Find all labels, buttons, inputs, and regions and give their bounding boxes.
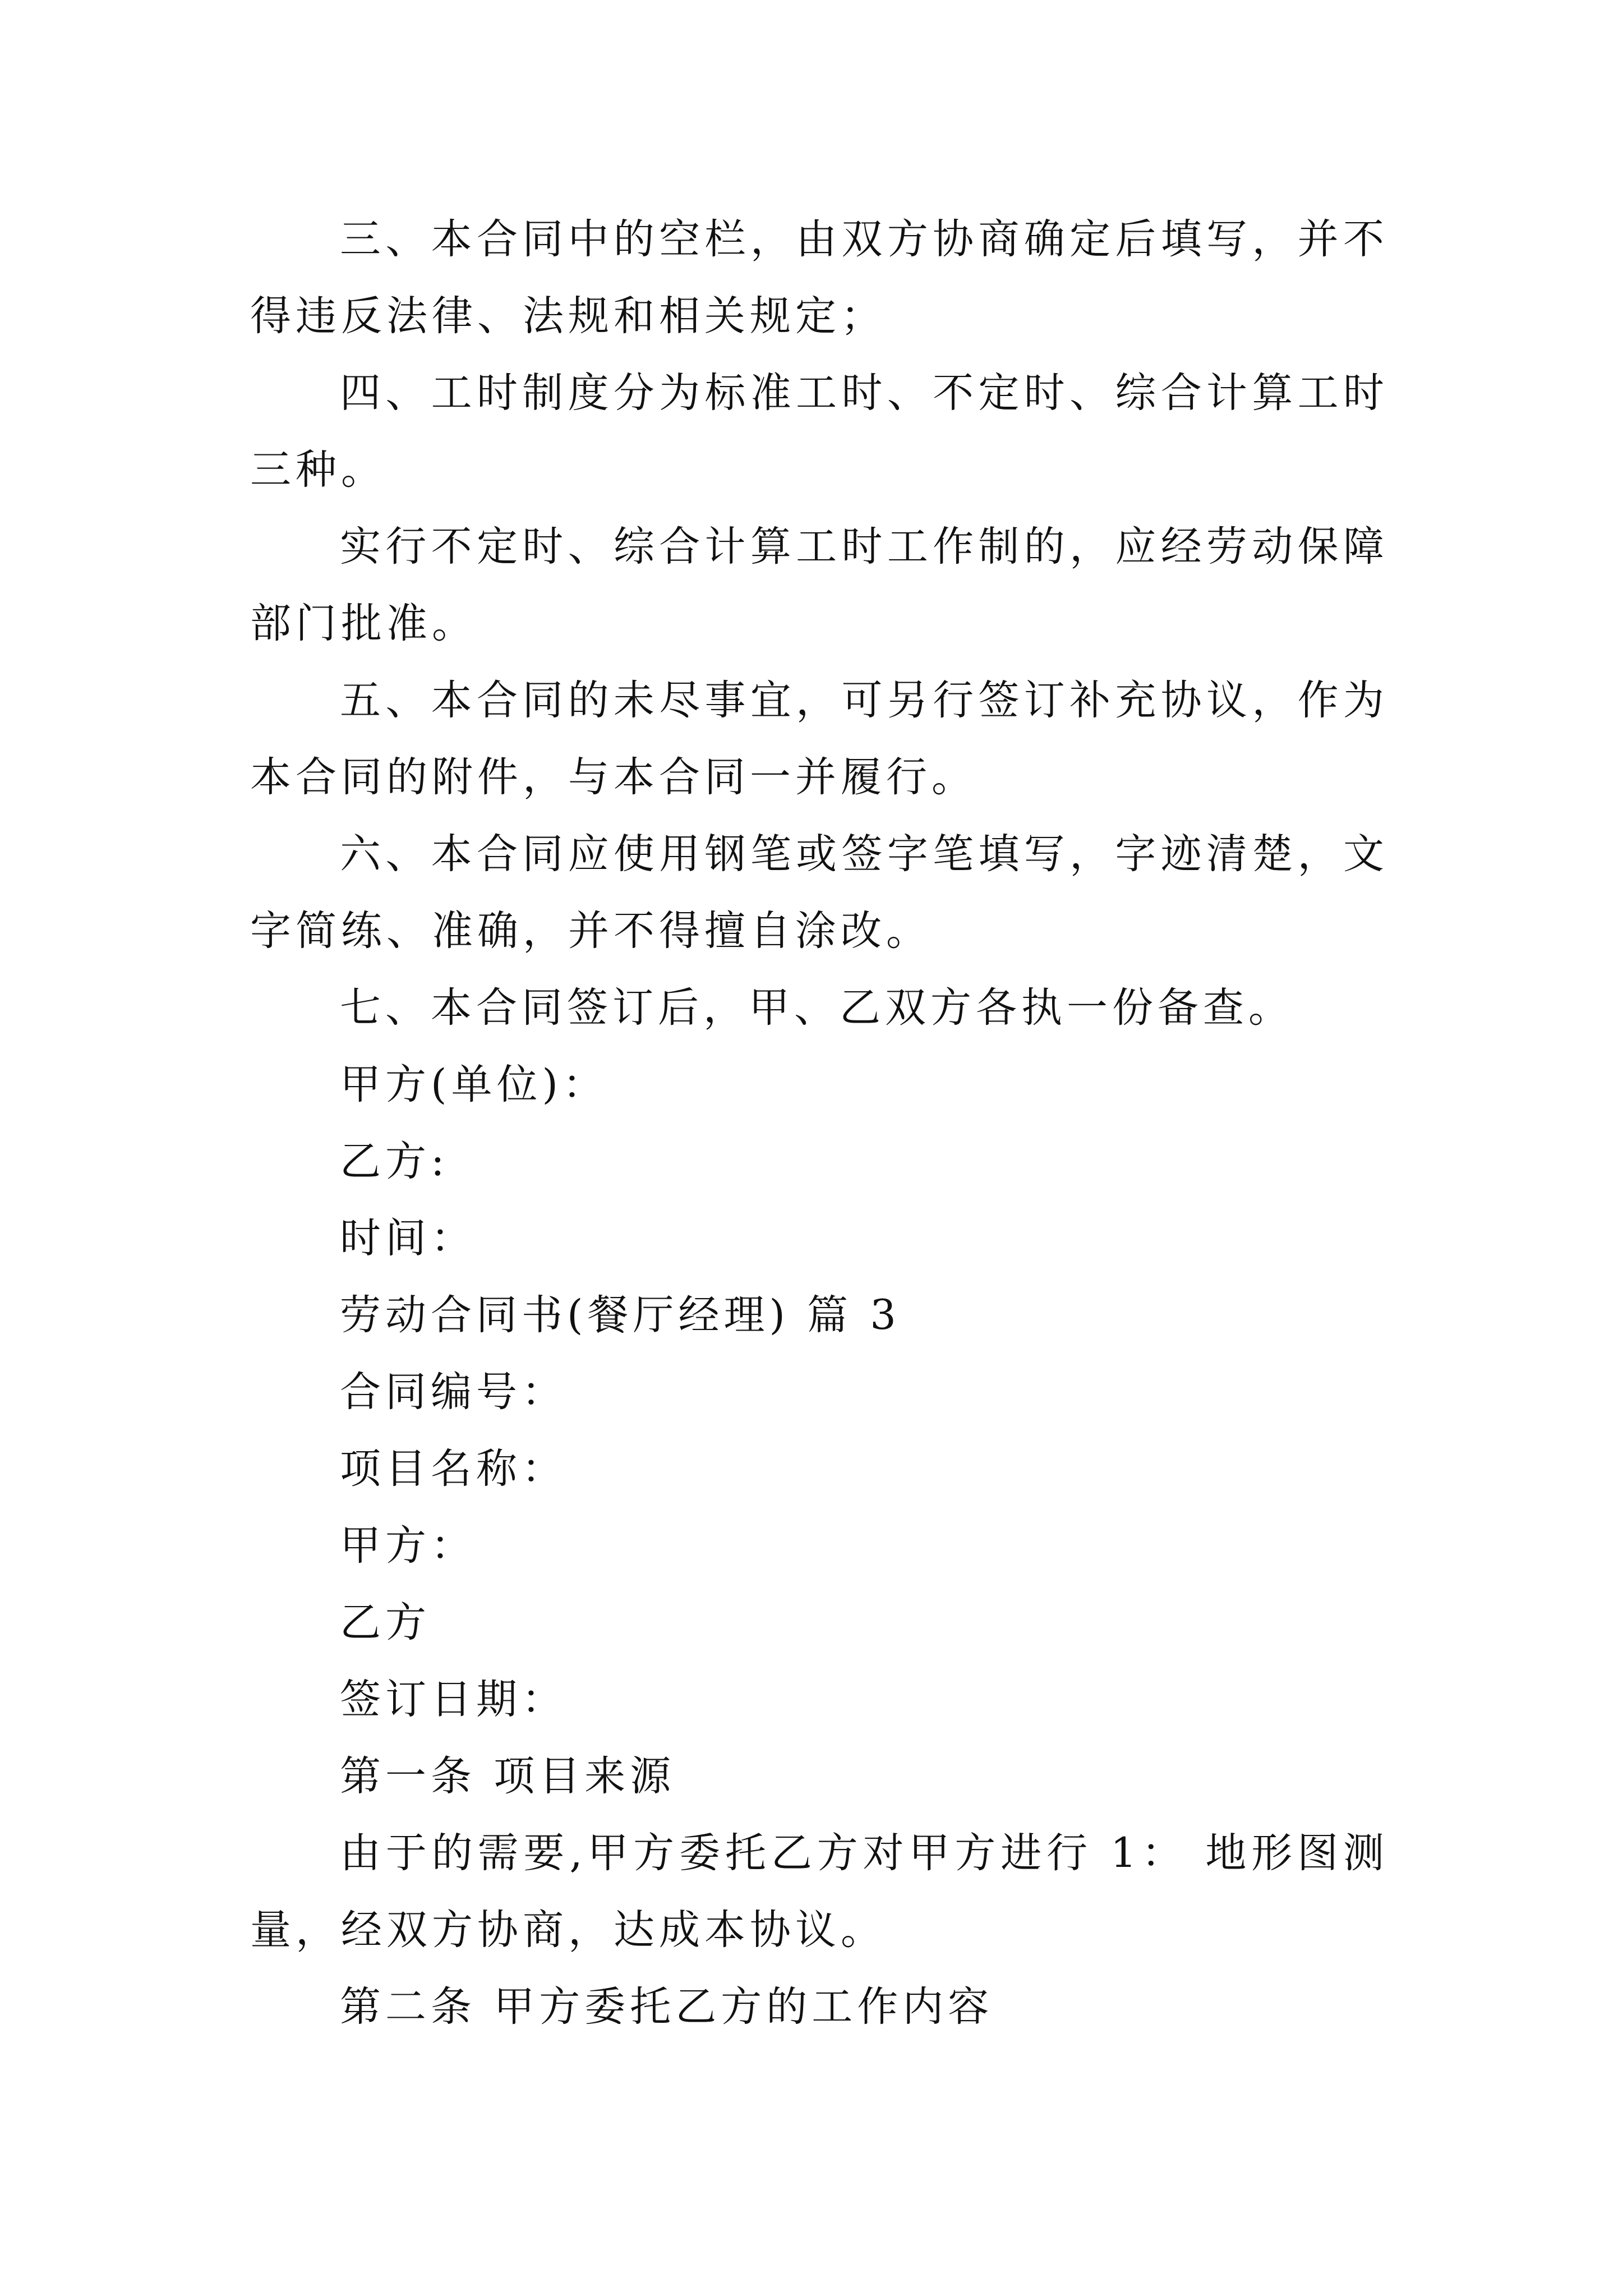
party-a-label: 甲方：	[340, 1522, 476, 1570]
section-heading: 劳动合同书(餐厅经理) 篇 3	[340, 1291, 901, 1339]
article-1-body: 由于的需要,甲方委托乙方对甲方进行 1： 地形图测量，经双方协商，达成本协议。	[250, 1829, 1389, 1954]
clause-7: 七、本合同签订后，甲、乙双方各执一份备查。	[340, 984, 1294, 1032]
article-1-heading: 第一条 项目来源	[340, 1752, 676, 1800]
contract-number-label: 合同编号：	[340, 1368, 567, 1416]
project-name-label: 项目名称：	[340, 1445, 567, 1493]
clause-4-note: 实行不定时、综合计算工时工作制的，应经劳动保障部门批准。	[250, 523, 1389, 647]
clause-4: 四、工时制度分为标准工时、不定时、综合计算工时三种。	[250, 369, 1389, 494]
clause-5: 五、本合同的未尽事宜，可另行签订补充协议，作为本合同的附件，与本合同一并履行。	[250, 677, 1389, 801]
time-label: 时间：	[340, 1214, 476, 1262]
clause-6: 六、本合同应使用钢笔或签字笔填写，字迹清楚，文字简练、准确，并不得擅自涂改。	[250, 830, 1389, 955]
article-2-heading: 第二条 甲方委托乙方的工作内容	[340, 1983, 994, 2031]
party-b-label: 乙方:	[340, 1138, 449, 1185]
clause-3: 三、本合同中的空栏，由双方协商确定后填写，并不得违反法律、法规和相关规定；	[250, 215, 1389, 340]
sign-date-label: 签订日期：	[340, 1676, 567, 1723]
party-a-unit-label: 甲方(单位)：	[340, 1061, 608, 1108]
party-b-label-2: 乙方	[340, 1599, 431, 1646]
document-page	[250, 201, 1389, 2045]
